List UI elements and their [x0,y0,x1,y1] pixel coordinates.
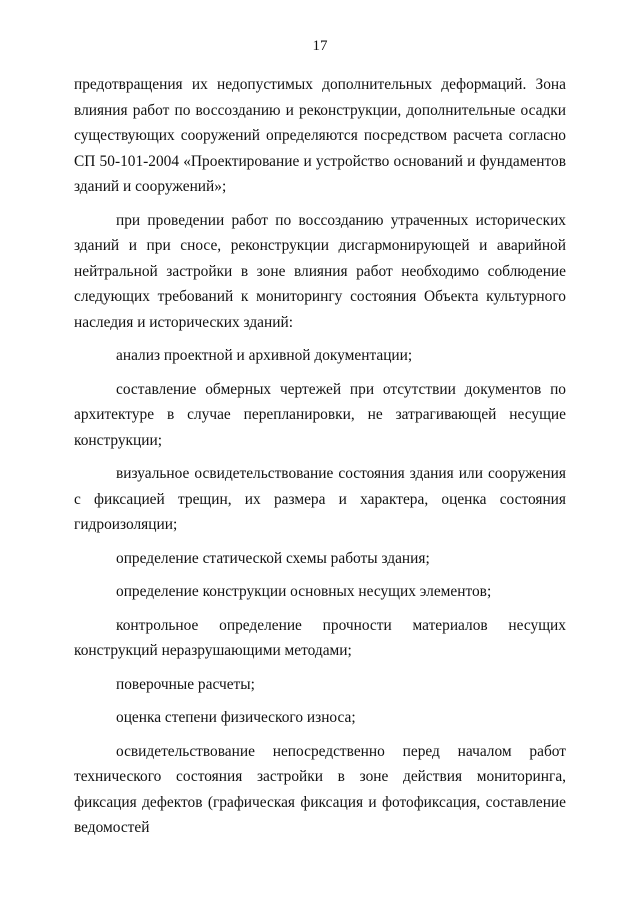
list-item-strength-testing: контрольное определение прочности материалов несущих конструкций неразрушающими методами; [74,616,566,659]
list-item-pre-work-inspection: освидетельствование непосредственно перед началом работ технического состояния застройки в зоне действия мониторинга, фиксация дефектов (графическая фиксация и фотофиксация, составление ведомостей [74,742,566,836]
page-number: 17 [312,38,328,54]
list-item-load-bearing-elements: определение конструкции основных несущих элементов; [116,583,492,600]
paragraph-continuation: предотвращения их недопустимых дополнительных деформаций. Зона влияния работ по воссозданию и реконструкции, дополнительные осадки существующих сооружений определяются посредством расчета согласно СП 50-101-2004 «Проектирование и устройство оснований и фундаментов зданий и сооружений»; [74,76,566,195]
list-item-visual-inspection: визуальное освидетельствование состояния здания или сооружения с фиксацией трещин, их размера и характера, оценка состояния гидроизоляции; [74,465,566,533]
list-item-wear-assessment: оценка степени физического износа; [116,709,356,726]
paragraph-monitoring-requirements: при проведении работ по воссозданию утраченных исторических зданий и при сносе, реконструкции дисгармонирующей и аварийной нейтральной застройки в зоне влияния работ необходимо соблюдение следующих требований к мониторингу состояния Объекта культурного наследия и исторических зданий: [74,211,566,331]
list-item-measurement-drawings: составление обмерных чертежей при отсутствии документов по архитектуре в случае перепланировки, не затрагивающей несущие конструкции; [74,380,566,449]
list-item-documentation-analysis: анализ проектной и архивной документации; [116,347,413,364]
list-item-static-scheme: определение статической схемы работы здания; [116,549,430,567]
list-item-verification-calculations: поверочные расчеты; [116,675,255,693]
document-body [74,72,566,841]
